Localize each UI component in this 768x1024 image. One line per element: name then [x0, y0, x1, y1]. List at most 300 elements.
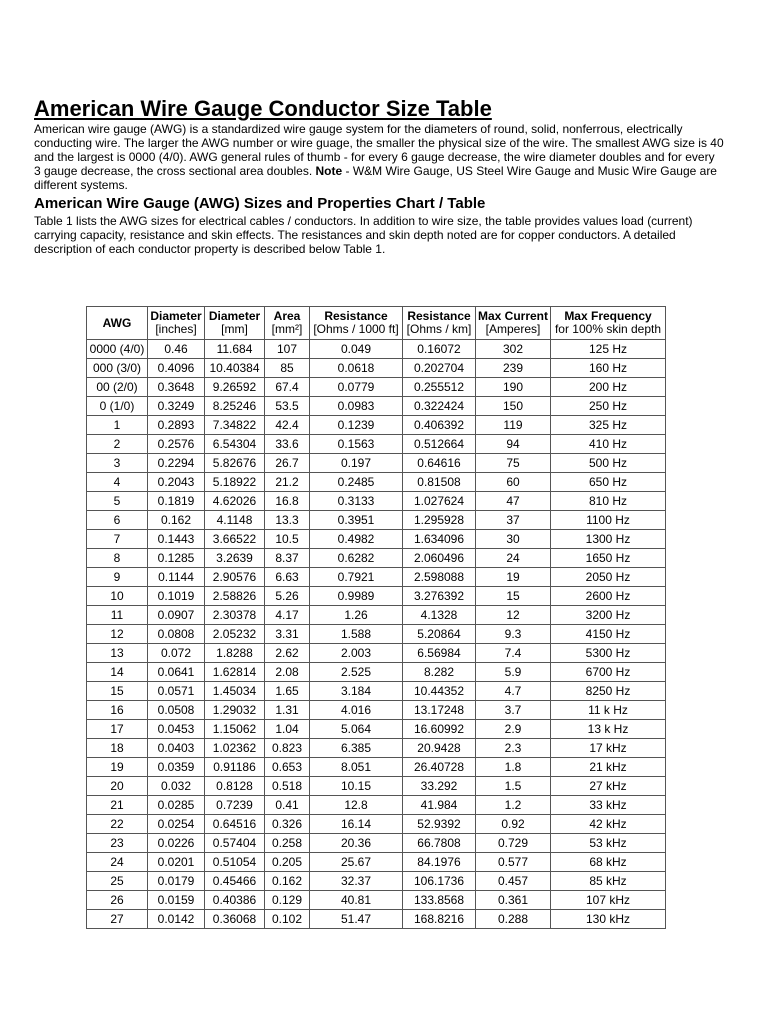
header-label: Resistance — [324, 309, 388, 323]
resistance-km-cell: 0.512664 — [403, 435, 476, 454]
awg-cell: 16 — [87, 701, 148, 720]
max-frequency-cell: 160 Hz — [551, 359, 666, 378]
resistance-km-cell: 2.598088 — [403, 568, 476, 587]
awg-cell: 25 — [87, 872, 148, 891]
table-row — [87, 606, 666, 625]
header-unit: [Ohms / km] — [406, 322, 472, 336]
resistance-ft-cell: 0.3133 — [310, 492, 403, 511]
diameter-inches-cell: 0.0571 — [148, 682, 205, 701]
diameter-inches-cell: 0.0453 — [148, 720, 205, 739]
awg-cell: 0000 (4/0) — [87, 340, 148, 359]
section-paragraph: Table 1 lists the AWG sizes for electrical cables / conductors. In addition to wire size, the table provides values load (current) carrying capacity, resistance and skin effects. The resistances and skin depth noted are for copper conductors. A detailed description of each conductor property is described below Table 1. — [34, 214, 693, 256]
resistance-ft-cell: 20.36 — [310, 834, 403, 853]
max-frequency-cell: 325 Hz — [551, 416, 666, 435]
table-row — [87, 473, 666, 492]
diameter-mm-cell: 2.90576 — [205, 568, 265, 587]
resistance-ft-cell: 6.385 — [310, 739, 403, 758]
table-row — [87, 682, 666, 701]
resistance-km-cell: 106.1736 — [403, 872, 476, 891]
header-label: Area — [273, 309, 301, 323]
awg-cell: 27 — [87, 910, 148, 929]
resistance-km-cell: 0.64616 — [403, 454, 476, 473]
max-frequency-cell: 11 k Hz — [551, 701, 666, 720]
awg-cell: 9 — [87, 568, 148, 587]
diameter-mm-cell: 9.26592 — [205, 378, 265, 397]
area-cell: 13.3 — [265, 511, 310, 530]
diameter-mm-cell: 7.34822 — [205, 416, 265, 435]
table-row — [87, 910, 666, 929]
diameter-inches-cell: 0.1443 — [148, 530, 205, 549]
diameter-mm-cell: 10.40384 — [205, 359, 265, 378]
diameter-mm-cell: 1.45034 — [205, 682, 265, 701]
diameter-inches-cell: 0.2576 — [148, 435, 205, 454]
resistance-ft-cell: 0.9989 — [310, 587, 403, 606]
header-row — [87, 307, 666, 340]
resistance-km-cell: 84.1976 — [403, 853, 476, 872]
max-current-cell: 15 — [476, 587, 551, 606]
diameter-mm-cell: 2.05232 — [205, 625, 265, 644]
max-current-cell: 1.2 — [476, 796, 551, 815]
area-cell: 2.62 — [265, 644, 310, 663]
resistance-ft-cell: 1.588 — [310, 625, 403, 644]
diameter-mm-cell: 0.36068 — [205, 910, 265, 929]
max-current-cell: 37 — [476, 511, 551, 530]
resistance-ft-cell: 0.4982 — [310, 530, 403, 549]
intro-text-after-note: - W&M Wire Gauge, US Steel Wire Gauge and Music Wire Gauge are different systems. — [34, 164, 717, 192]
resistance-km-cell: 4.1328 — [403, 606, 476, 625]
table-row — [87, 739, 666, 758]
diameter-inches-cell: 0.0808 — [148, 625, 205, 644]
table-row — [87, 340, 666, 359]
area-cell: 5.26 — [265, 587, 310, 606]
resistance-ft-cell: 8.051 — [310, 758, 403, 777]
diameter-inches-cell: 0.0159 — [148, 891, 205, 910]
diameter-mm-cell: 6.54304 — [205, 435, 265, 454]
table-row — [87, 815, 666, 834]
resistance-km-cell: 0.202704 — [403, 359, 476, 378]
max-current-cell: 302 — [476, 340, 551, 359]
resistance-ft-cell: 0.0618 — [310, 359, 403, 378]
max-current-cell: 12 — [476, 606, 551, 625]
resistance-km-cell: 6.56984 — [403, 644, 476, 663]
area-cell: 1.04 — [265, 720, 310, 739]
awg-cell: 22 — [87, 815, 148, 834]
area-cell: 0.518 — [265, 777, 310, 796]
diameter-mm-cell: 0.64516 — [205, 815, 265, 834]
max-frequency-cell: 500 Hz — [551, 454, 666, 473]
table-row — [87, 720, 666, 739]
diameter-mm-cell: 1.02362 — [205, 739, 265, 758]
max-frequency-cell: 410 Hz — [551, 435, 666, 454]
table-row — [87, 701, 666, 720]
max-frequency-cell: 2050 Hz — [551, 568, 666, 587]
header-label: AWG — [102, 315, 132, 330]
max-frequency-cell: 42 kHz — [551, 815, 666, 834]
resistance-ft-cell: 0.1239 — [310, 416, 403, 435]
area-cell: 67.4 — [265, 378, 310, 397]
table-row — [87, 891, 666, 910]
diameter-mm-cell: 4.1148 — [205, 511, 265, 530]
diameter-inches-cell: 0.3648 — [148, 378, 205, 397]
max-current-cell: 9.3 — [476, 625, 551, 644]
max-frequency-cell: 810 Hz — [551, 492, 666, 511]
diameter-inches-cell: 0.0907 — [148, 606, 205, 625]
resistance-ft-cell: 0.049 — [310, 340, 403, 359]
table-row — [87, 853, 666, 872]
table-row — [87, 378, 666, 397]
max-current-cell: 24 — [476, 549, 551, 568]
max-frequency-cell: 125 Hz — [551, 340, 666, 359]
area-cell: 53.5 — [265, 397, 310, 416]
header-label: Resistance — [407, 309, 471, 323]
resistance-ft-cell: 32.37 — [310, 872, 403, 891]
resistance-km-cell: 0.406392 — [403, 416, 476, 435]
max-current-cell: 0.729 — [476, 834, 551, 853]
diameter-mm-cell: 3.66522 — [205, 530, 265, 549]
table-body — [87, 340, 666, 929]
table-row — [87, 511, 666, 530]
max-current-cell: 150 — [476, 397, 551, 416]
max-current-cell: 2.3 — [476, 739, 551, 758]
diameter-inches-cell: 0.0254 — [148, 815, 205, 834]
resistance-ft-cell: 3.184 — [310, 682, 403, 701]
resistance-ft-cell: 0.1563 — [310, 435, 403, 454]
area-cell: 0.258 — [265, 834, 310, 853]
resistance-ft-cell: 2.525 — [310, 663, 403, 682]
diameter-mm-cell: 0.45466 — [205, 872, 265, 891]
table-row — [87, 796, 666, 815]
header-resistance-km — [403, 307, 476, 340]
table-row — [87, 549, 666, 568]
table-row — [87, 359, 666, 378]
area-cell: 0.205 — [265, 853, 310, 872]
awg-cell: 19 — [87, 758, 148, 777]
resistance-km-cell: 10.44352 — [403, 682, 476, 701]
diameter-inches-cell: 0.0359 — [148, 758, 205, 777]
resistance-km-cell: 1.634096 — [403, 530, 476, 549]
header-label: Max Frequency — [564, 309, 652, 323]
area-cell: 10.5 — [265, 530, 310, 549]
page-title: American Wire Gauge Conductor Size Table — [34, 96, 492, 121]
max-current-cell: 0.577 — [476, 853, 551, 872]
awg-table-container — [86, 306, 666, 929]
diameter-inches-cell: 0.1819 — [148, 492, 205, 511]
awg-cell: 23 — [87, 834, 148, 853]
table-row — [87, 872, 666, 891]
max-frequency-cell: 53 kHz — [551, 834, 666, 853]
diameter-inches-cell: 0.0179 — [148, 872, 205, 891]
area-cell: 26.7 — [265, 454, 310, 473]
awg-cell: 5 — [87, 492, 148, 511]
awg-cell: 15 — [87, 682, 148, 701]
diameter-inches-cell: 0.032 — [148, 777, 205, 796]
awg-cell: 000 (3/0) — [87, 359, 148, 378]
resistance-km-cell: 20.9428 — [403, 739, 476, 758]
resistance-ft-cell: 5.064 — [310, 720, 403, 739]
awg-cell: 10 — [87, 587, 148, 606]
resistance-ft-cell: 2.003 — [310, 644, 403, 663]
max-frequency-cell: 1650 Hz — [551, 549, 666, 568]
max-current-cell: 5.9 — [476, 663, 551, 682]
table-row — [87, 416, 666, 435]
area-cell: 33.6 — [265, 435, 310, 454]
diameter-inches-cell: 0.2893 — [148, 416, 205, 435]
diameter-inches-cell: 0.1019 — [148, 587, 205, 606]
awg-cell: 21 — [87, 796, 148, 815]
resistance-ft-cell: 12.8 — [310, 796, 403, 815]
diameter-inches-cell: 0.46 — [148, 340, 205, 359]
header-unit: [mm²] — [271, 322, 303, 336]
diameter-mm-cell: 2.58826 — [205, 587, 265, 606]
diameter-inches-cell: 0.3249 — [148, 397, 205, 416]
area-cell: 6.63 — [265, 568, 310, 587]
awg-cell: 12 — [87, 625, 148, 644]
awg-cell: 14 — [87, 663, 148, 682]
max-current-cell: 2.9 — [476, 720, 551, 739]
table-row — [87, 663, 666, 682]
awg-cell: 26 — [87, 891, 148, 910]
area-cell: 0.823 — [265, 739, 310, 758]
awg-cell: 13 — [87, 644, 148, 663]
max-frequency-cell: 17 kHz — [551, 739, 666, 758]
resistance-km-cell: 26.40728 — [403, 758, 476, 777]
area-cell: 16.8 — [265, 492, 310, 511]
area-cell: 1.65 — [265, 682, 310, 701]
header-unit: [Amperes] — [485, 322, 541, 336]
diameter-mm-cell: 3.2639 — [205, 549, 265, 568]
diameter-inches-cell: 0.162 — [148, 511, 205, 530]
resistance-km-cell: 5.20864 — [403, 625, 476, 644]
header-diameter-mm — [205, 307, 265, 340]
awg-table — [86, 306, 666, 929]
awg-cell: 00 (2/0) — [87, 378, 148, 397]
max-frequency-cell: 4150 Hz — [551, 625, 666, 644]
max-frequency-cell: 130 kHz — [551, 910, 666, 929]
area-cell: 0.653 — [265, 758, 310, 777]
diameter-inches-cell: 0.2043 — [148, 473, 205, 492]
awg-cell: 20 — [87, 777, 148, 796]
max-current-cell: 0.361 — [476, 891, 551, 910]
resistance-km-cell: 16.60992 — [403, 720, 476, 739]
table-row — [87, 530, 666, 549]
max-frequency-cell: 1100 Hz — [551, 511, 666, 530]
area-cell: 0.326 — [265, 815, 310, 834]
max-frequency-cell: 85 kHz — [551, 872, 666, 891]
resistance-km-cell: 168.8216 — [403, 910, 476, 929]
diameter-mm-cell: 0.91186 — [205, 758, 265, 777]
area-cell: 0.129 — [265, 891, 310, 910]
max-current-cell: 239 — [476, 359, 551, 378]
diameter-inches-cell: 0.1285 — [148, 549, 205, 568]
area-cell: 107 — [265, 340, 310, 359]
header-label: Diameter — [208, 309, 261, 323]
max-frequency-cell: 107 kHz — [551, 891, 666, 910]
max-current-cell: 47 — [476, 492, 551, 511]
resistance-km-cell: 2.060496 — [403, 549, 476, 568]
area-cell: 2.08 — [265, 663, 310, 682]
area-cell: 42.4 — [265, 416, 310, 435]
diameter-mm-cell: 0.40386 — [205, 891, 265, 910]
resistance-ft-cell: 51.47 — [310, 910, 403, 929]
awg-cell: 17 — [87, 720, 148, 739]
resistance-ft-cell: 0.7921 — [310, 568, 403, 587]
resistance-ft-cell: 16.14 — [310, 815, 403, 834]
resistance-ft-cell: 4.016 — [310, 701, 403, 720]
max-frequency-cell: 33 kHz — [551, 796, 666, 815]
max-current-cell: 0.92 — [476, 815, 551, 834]
header-label: Max Current — [477, 309, 548, 323]
awg-cell: 4 — [87, 473, 148, 492]
table-row — [87, 568, 666, 587]
resistance-km-cell: 0.255512 — [403, 378, 476, 397]
intro-text-before-note: American wire gauge (AWG) is a standardized wire gauge system for the diameters of round, solid, nonferrous, electrically conducting wire. The larger the AWG number or wire guage, the smaller the physical size of the wire. The smallest AWG size is 40 and the largest is 0000 (4/0). AWG general rules of thumb - for every 6 gauge decrease, the wire diameter doubles and for every 3 gauge decrease, the cross sectional area doubles. — [34, 122, 724, 178]
header-label: Diameter — [150, 309, 202, 323]
max-frequency-cell: 8250 Hz — [551, 682, 666, 701]
document-page — [34, 96, 724, 256]
diameter-inches-cell: 0.1144 — [148, 568, 205, 587]
diameter-mm-cell: 1.29032 — [205, 701, 265, 720]
header-max-current — [476, 307, 551, 340]
diameter-mm-cell: 1.15062 — [205, 720, 265, 739]
max-current-cell: 3.7 — [476, 701, 551, 720]
header-area — [265, 307, 310, 340]
diameter-inches-cell: 0.0201 — [148, 853, 205, 872]
awg-cell: 2 — [87, 435, 148, 454]
awg-cell: 8 — [87, 549, 148, 568]
diameter-inches-cell: 0.2294 — [148, 454, 205, 473]
header-unit: [mm] — [221, 322, 248, 336]
diameter-inches-cell: 0.072 — [148, 644, 205, 663]
resistance-km-cell: 3.276392 — [403, 587, 476, 606]
diameter-mm-cell: 1.8288 — [205, 644, 265, 663]
resistance-km-cell: 0.81508 — [403, 473, 476, 492]
max-frequency-cell: 27 kHz — [551, 777, 666, 796]
resistance-km-cell: 0.16072 — [403, 340, 476, 359]
table-header — [87, 307, 666, 340]
resistance-ft-cell: 0.3951 — [310, 511, 403, 530]
table-row — [87, 777, 666, 796]
max-frequency-cell: 200 Hz — [551, 378, 666, 397]
awg-cell: 1 — [87, 416, 148, 435]
resistance-km-cell: 133.8568 — [403, 891, 476, 910]
max-current-cell: 0.288 — [476, 910, 551, 929]
max-current-cell: 4.7 — [476, 682, 551, 701]
diameter-inches-cell: 0.0226 — [148, 834, 205, 853]
diameter-mm-cell: 0.7239 — [205, 796, 265, 815]
resistance-km-cell: 1.027624 — [403, 492, 476, 511]
table-row — [87, 834, 666, 853]
diameter-mm-cell: 5.82676 — [205, 454, 265, 473]
resistance-km-cell: 52.9392 — [403, 815, 476, 834]
max-current-cell: 1.8 — [476, 758, 551, 777]
header-max-frequency — [551, 307, 666, 340]
resistance-km-cell: 0.322424 — [403, 397, 476, 416]
resistance-km-cell: 13.17248 — [403, 701, 476, 720]
area-cell: 0.102 — [265, 910, 310, 929]
max-frequency-cell: 3200 Hz — [551, 606, 666, 625]
area-cell: 85 — [265, 359, 310, 378]
max-current-cell: 75 — [476, 454, 551, 473]
max-current-cell: 94 — [476, 435, 551, 454]
max-current-cell: 30 — [476, 530, 551, 549]
resistance-ft-cell: 1.26 — [310, 606, 403, 625]
resistance-km-cell: 66.7808 — [403, 834, 476, 853]
diameter-mm-cell: 1.62814 — [205, 663, 265, 682]
section-heading: American Wire Gauge (AWG) Sizes and Properties Chart / Table — [34, 195, 486, 212]
diameter-mm-cell: 4.62026 — [205, 492, 265, 511]
resistance-ft-cell: 10.15 — [310, 777, 403, 796]
awg-cell: 18 — [87, 739, 148, 758]
intro-paragraph — [34, 122, 724, 192]
awg-cell: 6 — [87, 511, 148, 530]
awg-cell: 11 — [87, 606, 148, 625]
max-frequency-cell: 68 kHz — [551, 853, 666, 872]
resistance-km-cell: 8.282 — [403, 663, 476, 682]
table-row — [87, 587, 666, 606]
diameter-inches-cell: 0.0508 — [148, 701, 205, 720]
area-cell: 1.31 — [265, 701, 310, 720]
table-row — [87, 397, 666, 416]
diameter-mm-cell: 8.25246 — [205, 397, 265, 416]
awg-cell: 7 — [87, 530, 148, 549]
diameter-inches-cell: 0.0403 — [148, 739, 205, 758]
header-awg — [87, 307, 148, 340]
diameter-mm-cell: 0.8128 — [205, 777, 265, 796]
resistance-ft-cell: 40.81 — [310, 891, 403, 910]
max-current-cell: 60 — [476, 473, 551, 492]
awg-cell: 0 (1/0) — [87, 397, 148, 416]
resistance-km-cell: 33.292 — [403, 777, 476, 796]
diameter-mm-cell: 5.18922 — [205, 473, 265, 492]
table-row — [87, 454, 666, 473]
header-unit: [Ohms / 1000 ft] — [313, 322, 399, 336]
table-row — [87, 644, 666, 663]
resistance-ft-cell: 0.6282 — [310, 549, 403, 568]
header-diameter-inches — [148, 307, 205, 340]
note-label: Note — [315, 164, 343, 178]
resistance-km-cell: 1.295928 — [403, 511, 476, 530]
max-frequency-cell: 250 Hz — [551, 397, 666, 416]
max-frequency-cell: 5300 Hz — [551, 644, 666, 663]
area-cell: 8.37 — [265, 549, 310, 568]
table-row — [87, 492, 666, 511]
diameter-mm-cell: 11.684 — [205, 340, 265, 359]
diameter-mm-cell: 0.57404 — [205, 834, 265, 853]
area-cell: 21.2 — [265, 473, 310, 492]
resistance-ft-cell: 0.197 — [310, 454, 403, 473]
header-resistance-ft — [310, 307, 403, 340]
max-frequency-cell: 2600 Hz — [551, 587, 666, 606]
resistance-ft-cell: 0.0983 — [310, 397, 403, 416]
header-unit: for 100% skin depth — [554, 322, 662, 336]
resistance-km-cell: 41.984 — [403, 796, 476, 815]
max-frequency-cell: 6700 Hz — [551, 663, 666, 682]
header-unit: [inches] — [155, 322, 197, 336]
max-current-cell: 1.5 — [476, 777, 551, 796]
table-row — [87, 435, 666, 454]
max-current-cell: 19 — [476, 568, 551, 587]
resistance-ft-cell: 25.67 — [310, 853, 403, 872]
diameter-inches-cell: 0.0142 — [148, 910, 205, 929]
max-frequency-cell: 21 kHz — [551, 758, 666, 777]
max-frequency-cell: 13 k Hz — [551, 720, 666, 739]
table-row — [87, 625, 666, 644]
awg-cell: 24 — [87, 853, 148, 872]
diameter-mm-cell: 2.30378 — [205, 606, 265, 625]
max-current-cell: 190 — [476, 378, 551, 397]
table-row — [87, 758, 666, 777]
resistance-ft-cell: 0.0779 — [310, 378, 403, 397]
